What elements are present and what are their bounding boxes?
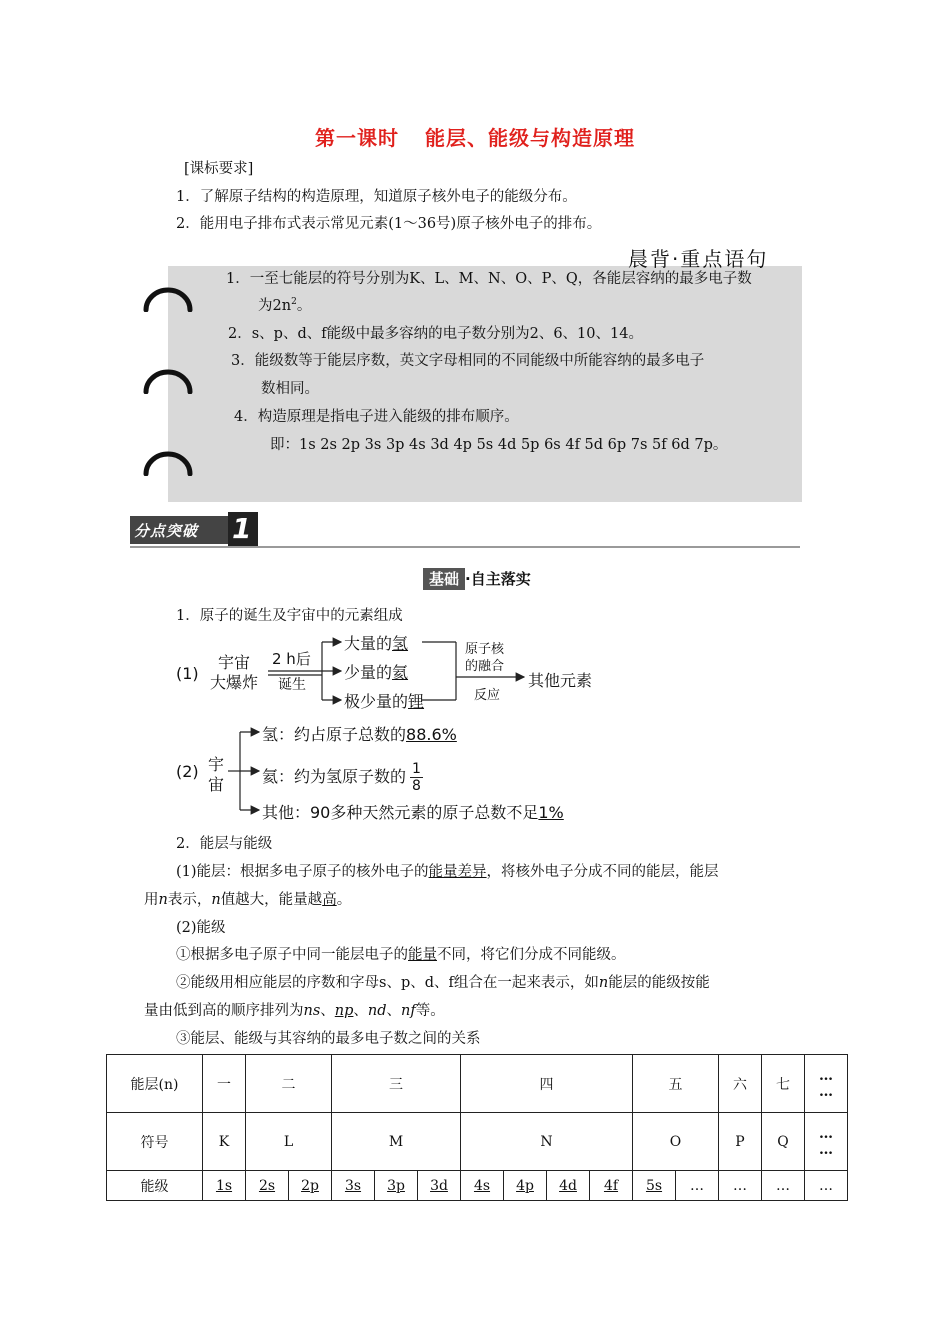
section-label: 分点突破 bbox=[134, 522, 199, 540]
table-cell: 三 bbox=[332, 1055, 461, 1113]
table-cell: 四 bbox=[461, 1055, 633, 1113]
paragraph-shell: (1)能层：根据多电子原子的核外电子的能量差异，将核外电子分成不同的能层，能层 bbox=[176, 864, 719, 880]
table-cell: 一 bbox=[203, 1055, 246, 1113]
requirement-item: 1．了解原子结构的构造原理，知道原子核外电子的能级分布。 bbox=[176, 189, 577, 205]
paragraph-level-3: ③能层、能级与其容纳的最多电子数之间的关系 bbox=[176, 1031, 481, 1047]
paragraph-shell-cont: 用n表示，n值越大，能量越高。 bbox=[144, 892, 352, 908]
table-cell: P bbox=[719, 1113, 762, 1171]
table-cell: 2p bbox=[289, 1171, 332, 1201]
table-cell: Q bbox=[762, 1113, 805, 1171]
table-cell: … bbox=[676, 1171, 719, 1201]
table-cell: … bbox=[719, 1171, 762, 1201]
table-cell: 4s bbox=[461, 1171, 504, 1201]
table-row bbox=[107, 1055, 848, 1113]
table-cell: M bbox=[332, 1113, 461, 1171]
branch-lithium: 极少量的锂 bbox=[344, 692, 425, 711]
table-cell: 4f bbox=[590, 1171, 633, 1201]
table-row bbox=[107, 1113, 848, 1171]
table-cell: … … bbox=[805, 1113, 848, 1171]
branch-other-elements: 其他：90多种天然元素的原子总数不足1% bbox=[262, 803, 564, 822]
reaction-label: 的融合 bbox=[465, 659, 505, 674]
table-cell: … … bbox=[805, 1055, 848, 1113]
recite-point-2: 2．s、p、d、f能级中最多容纳的电子数分别为2、6、10、14。 bbox=[228, 326, 643, 342]
paragraph-level-2: ②能级用相应能层的序数和字母s、p、d、f组合在一起来表示，如n能层的能级按能 bbox=[176, 975, 710, 991]
paragraph-level-heading: (2)能级 bbox=[176, 920, 226, 936]
diagram-number: (2) bbox=[176, 762, 199, 781]
section-number: 1 bbox=[232, 512, 252, 545]
paragraph-level-2-cont: 量由低到高的顺序排列为ns、np、nd、nf等。 bbox=[144, 1003, 445, 1019]
table-cell: 1s bbox=[203, 1171, 246, 1201]
table-cell: 七 bbox=[762, 1055, 805, 1113]
branch-helium-ratio: 氦：约为氢原子数的 $\frac{1}{8}$ bbox=[262, 761, 421, 794]
requirement-item: 2．能用电子排布式表示常见元素(1～36号)原子核外电子的排布。 bbox=[176, 216, 602, 232]
table-cell: L bbox=[246, 1113, 332, 1171]
branch-hydrogen-share: 氢：约占原子总数的88.6% bbox=[262, 725, 457, 744]
table-row-label: 能级 bbox=[107, 1171, 203, 1201]
reaction-label: 反应 bbox=[474, 688, 501, 703]
paragraph-level-1: ①根据多电子原子中同一能层电子的能量不同，将它们分成不同能级。 bbox=[176, 947, 626, 963]
diagram-source-line: 大爆炸 bbox=[210, 673, 259, 692]
diagram-source-line: 宙 bbox=[208, 775, 225, 794]
table-cell: O bbox=[633, 1113, 719, 1171]
table-cell: 3d bbox=[418, 1171, 461, 1201]
shell-level-table bbox=[106, 1054, 848, 1201]
table-cell: … bbox=[805, 1171, 848, 1201]
table-cell: 5s bbox=[633, 1171, 676, 1201]
page-title: 第一课时 能层、能级与构造原理 bbox=[315, 126, 635, 150]
recite-point-1: 1．一至七能层的符号分别为K、L、M、N、O、P、Q，各能层容纳的最多电子数 bbox=[226, 271, 752, 287]
table-cell: 3s bbox=[332, 1171, 375, 1201]
table-row bbox=[107, 1171, 848, 1201]
reaction-label: 原子核 bbox=[465, 642, 505, 657]
branch-helium: 少量的氦 bbox=[344, 663, 409, 682]
recite-heading: 晨背·重点语句 bbox=[628, 247, 769, 271]
table-cell: 2s bbox=[246, 1171, 289, 1201]
table-cell: 3p bbox=[375, 1171, 418, 1201]
table-cell: 二 bbox=[246, 1055, 332, 1113]
heading-shells-levels: 2．能层与能级 bbox=[176, 836, 273, 852]
requirements-label: [课标要求] bbox=[184, 161, 254, 177]
table-cell: N bbox=[461, 1113, 633, 1171]
heading-origin: 1．原子的诞生及宇宙中的元素组成 bbox=[176, 608, 403, 624]
branch-hydrogen: 大量的氢 bbox=[344, 634, 409, 653]
arrow-label-bottom: 诞生 bbox=[278, 677, 306, 693]
recite-point-1-cont: 为$2n^2$。 bbox=[258, 297, 312, 314]
diagram-number: (1) bbox=[176, 664, 199, 683]
recite-point-4: 4．构造原理是指电子进入能级的排布顺序。 bbox=[234, 409, 519, 425]
table-cell: K bbox=[203, 1113, 246, 1171]
recite-point-3: 3．能级数等于能层序数，英文字母相同的不同能级中所能容纳的最多电子 bbox=[231, 353, 705, 369]
diagram-source-line: 宇宙 bbox=[218, 653, 251, 672]
recite-point-3-cont: 数相同。 bbox=[261, 381, 319, 397]
table-cell: 六 bbox=[719, 1055, 762, 1113]
table-row-label: 符号 bbox=[107, 1113, 203, 1171]
table-row-label: 能层(n) bbox=[107, 1055, 203, 1113]
aufbau-order: 即：1s 2s 2p 3s 3p 4s 3d 4p 5s 4d 5p 6s 4f 5d 6p 7s 5f 6d 7p。 bbox=[270, 437, 728, 453]
diagram-source-line: 宇 bbox=[208, 755, 225, 774]
table-cell: 五 bbox=[633, 1055, 719, 1113]
table-cell: 4d bbox=[547, 1171, 590, 1201]
subsection-heading: 基础 ·自主落实 bbox=[423, 568, 531, 589]
arrow-label-top: 2 h后 bbox=[272, 650, 311, 668]
diagram-result: 其他元素 bbox=[528, 671, 593, 690]
table-cell: 4p bbox=[504, 1171, 547, 1201]
table-cell: … bbox=[762, 1171, 805, 1201]
